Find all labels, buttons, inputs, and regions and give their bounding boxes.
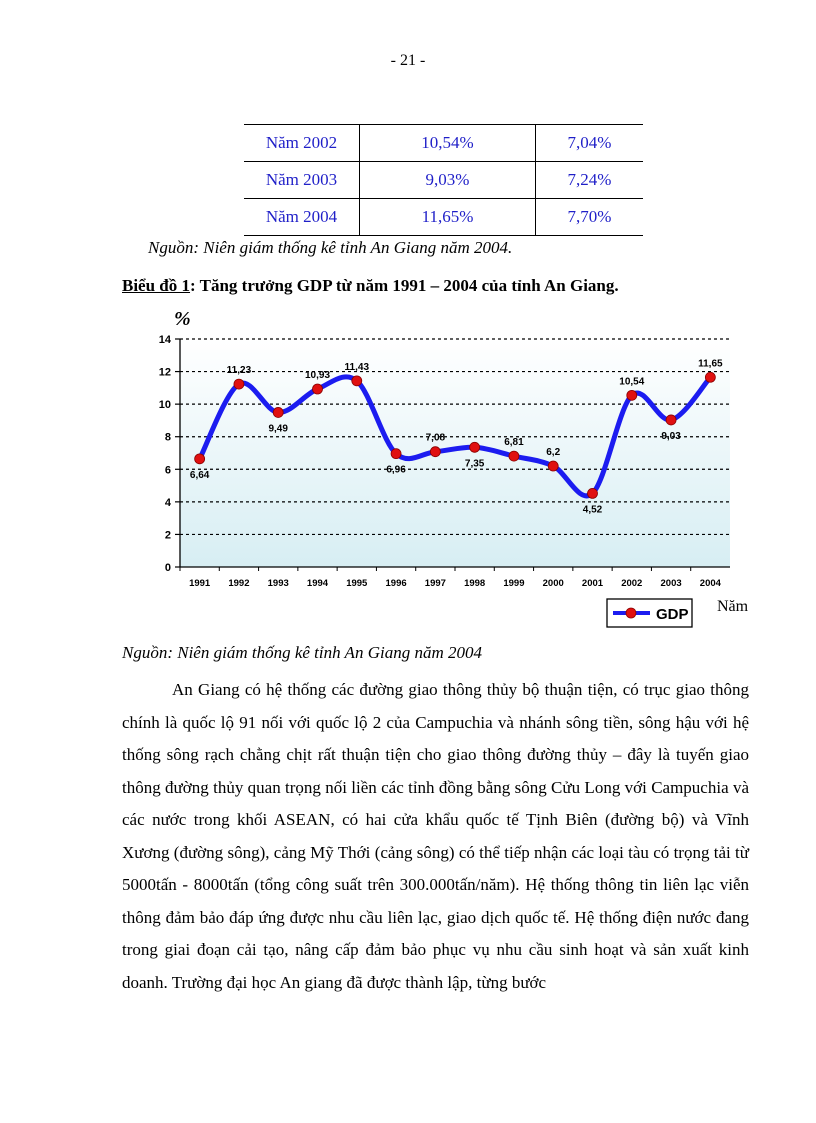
legend-label: GDP bbox=[656, 606, 689, 623]
plot-area bbox=[180, 339, 730, 567]
x-tick-label: 1997 bbox=[424, 578, 446, 589]
x-axis-title: Năm bbox=[717, 598, 749, 615]
table-cell-year: Năm 2004 bbox=[244, 199, 360, 236]
data-point bbox=[548, 461, 558, 471]
table-cell-year: Năm 2003 bbox=[244, 162, 360, 199]
table-cell-year: Năm 2002 bbox=[244, 125, 360, 162]
x-tick-label: 2003 bbox=[660, 578, 682, 589]
legend-marker bbox=[626, 608, 636, 618]
table-row bbox=[244, 125, 643, 162]
table-row bbox=[244, 162, 643, 199]
chart-legend bbox=[607, 599, 692, 627]
x-tick-label: 1994 bbox=[306, 578, 329, 589]
chart-source-note: Nguồn: Niên giám thống kê tỉnh An Giang năm 2004 bbox=[122, 643, 482, 662]
y-tick-label: 6 bbox=[164, 464, 171, 477]
data-label: 7,08 bbox=[425, 432, 446, 444]
y-tick-label: 2 bbox=[164, 529, 171, 542]
data-label: 6,96 bbox=[386, 464, 406, 476]
x-tick-label: 1998 bbox=[464, 578, 486, 589]
data-label: 6,81 bbox=[504, 437, 524, 449]
chart-caption-prefix: Biểu đồ 1 bbox=[122, 276, 191, 295]
x-tick-label: 2001 bbox=[581, 578, 604, 589]
y-tick-label: 8 bbox=[164, 431, 171, 444]
data-label: 11,43 bbox=[344, 361, 370, 373]
data-label: 10,93 bbox=[304, 369, 331, 381]
data-point bbox=[391, 449, 401, 459]
data-point bbox=[588, 488, 598, 498]
y-tick-label: 12 bbox=[158, 366, 171, 379]
data-point bbox=[313, 384, 323, 394]
data-point bbox=[666, 415, 676, 425]
data-label: 6,2 bbox=[546, 447, 561, 459]
table-cell-gdp-province: 10,54% bbox=[360, 125, 536, 162]
gdp-line-chart bbox=[120, 302, 760, 632]
data-point bbox=[509, 451, 519, 461]
data-point bbox=[705, 372, 715, 382]
data-point bbox=[470, 442, 480, 452]
y-tick-label: 10 bbox=[158, 399, 171, 412]
x-tick-label: 1991 bbox=[189, 578, 211, 589]
data-point bbox=[234, 379, 244, 389]
gdp-growth-table bbox=[244, 124, 643, 236]
data-label: 11,23 bbox=[226, 365, 252, 377]
x-tick-label: 2002 bbox=[621, 578, 643, 589]
table-cell-gdp-national: 7,24% bbox=[536, 162, 644, 199]
table-cell-gdp-province: 9,03% bbox=[360, 162, 536, 199]
data-label: 9,49 bbox=[268, 423, 288, 435]
x-tick-label: 1993 bbox=[267, 578, 289, 589]
table-cell-gdp-national: 7,04% bbox=[536, 125, 644, 162]
y-tick-label: 14 bbox=[158, 334, 171, 346]
x-tick-label: 2000 bbox=[542, 578, 564, 589]
chart-caption bbox=[122, 276, 619, 296]
chart-caption-text: : Tăng trưởng GDP từ năm 1991 – 2004 của tỉnh An Giang. bbox=[190, 276, 619, 295]
x-tick-label: 1996 bbox=[385, 578, 407, 589]
table-cell-gdp-national: 7,70% bbox=[536, 199, 644, 236]
data-point bbox=[352, 376, 362, 386]
data-point bbox=[627, 390, 637, 400]
data-label: 11,65 bbox=[698, 358, 723, 370]
data-label: 6,64 bbox=[189, 469, 210, 481]
y-tick-label: 0 bbox=[164, 562, 171, 574]
data-point bbox=[273, 407, 283, 417]
x-tick-label: 1999 bbox=[503, 578, 525, 589]
x-tick-label: 1992 bbox=[228, 578, 250, 589]
x-tick-label: 1995 bbox=[346, 578, 368, 589]
table-source-note: Nguồn: Niên giám thống kê tỉnh An Giang năm 2004. bbox=[148, 238, 513, 257]
body-paragraph: An Giang có hệ thống các đường giao thông thủy bộ thuận tiện, có trục giao thông chính là quốc lộ 91 nối với quốc lộ 2 của Campuchia và nhánh sông tiền, sông hậu với hệ thống sông rạch chằng chịt rất thuận tiện cho giao thông đường thủy – đây là tuyến giao thông đường thủy quan trọng nối liền các tỉnh đồng bằng sông Cửu Long với Campuchia và các nước trong khối ASEAN, có hai cửa khẩu quốc tế Tịnh Biên (đường bộ) và Vĩnh Xương (đường sông), cảng Mỹ Thới (cảng sông) có thể tiếp nhận các loại tàu có trọng tải từ 5000tấn - 8000tấn (tổng công suất trên 300.000tấn/năm). Hệ thống thông tin liên lạc viễn thông đảm bảo đáp ứng được nhu cầu liên lạc, giao dịch quốc tế. Hệ thống điện nước đang trong giai đoạn cải tạo, nâng cấp đảm bảo phục vụ nhu cầu sinh hoạt và sản xuất kinh doanh. Trường đại học An giang đã được thành lập, từng bước bbox=[122, 680, 749, 992]
data-label: 7,35 bbox=[464, 458, 485, 470]
table-cell-gdp-province: 11,65% bbox=[360, 199, 536, 236]
page-number: - 21 - bbox=[390, 52, 426, 69]
table-row bbox=[244, 199, 643, 236]
data-label: 9,03 bbox=[661, 430, 681, 442]
data-label: 10,54 bbox=[619, 376, 645, 388]
data-label: 4,52 bbox=[582, 504, 603, 516]
x-tick-label: 2004 bbox=[699, 578, 721, 589]
data-point bbox=[430, 447, 440, 457]
y-tick-label: 4 bbox=[164, 496, 171, 509]
y-axis-title: % bbox=[174, 308, 191, 330]
data-point bbox=[195, 454, 205, 464]
